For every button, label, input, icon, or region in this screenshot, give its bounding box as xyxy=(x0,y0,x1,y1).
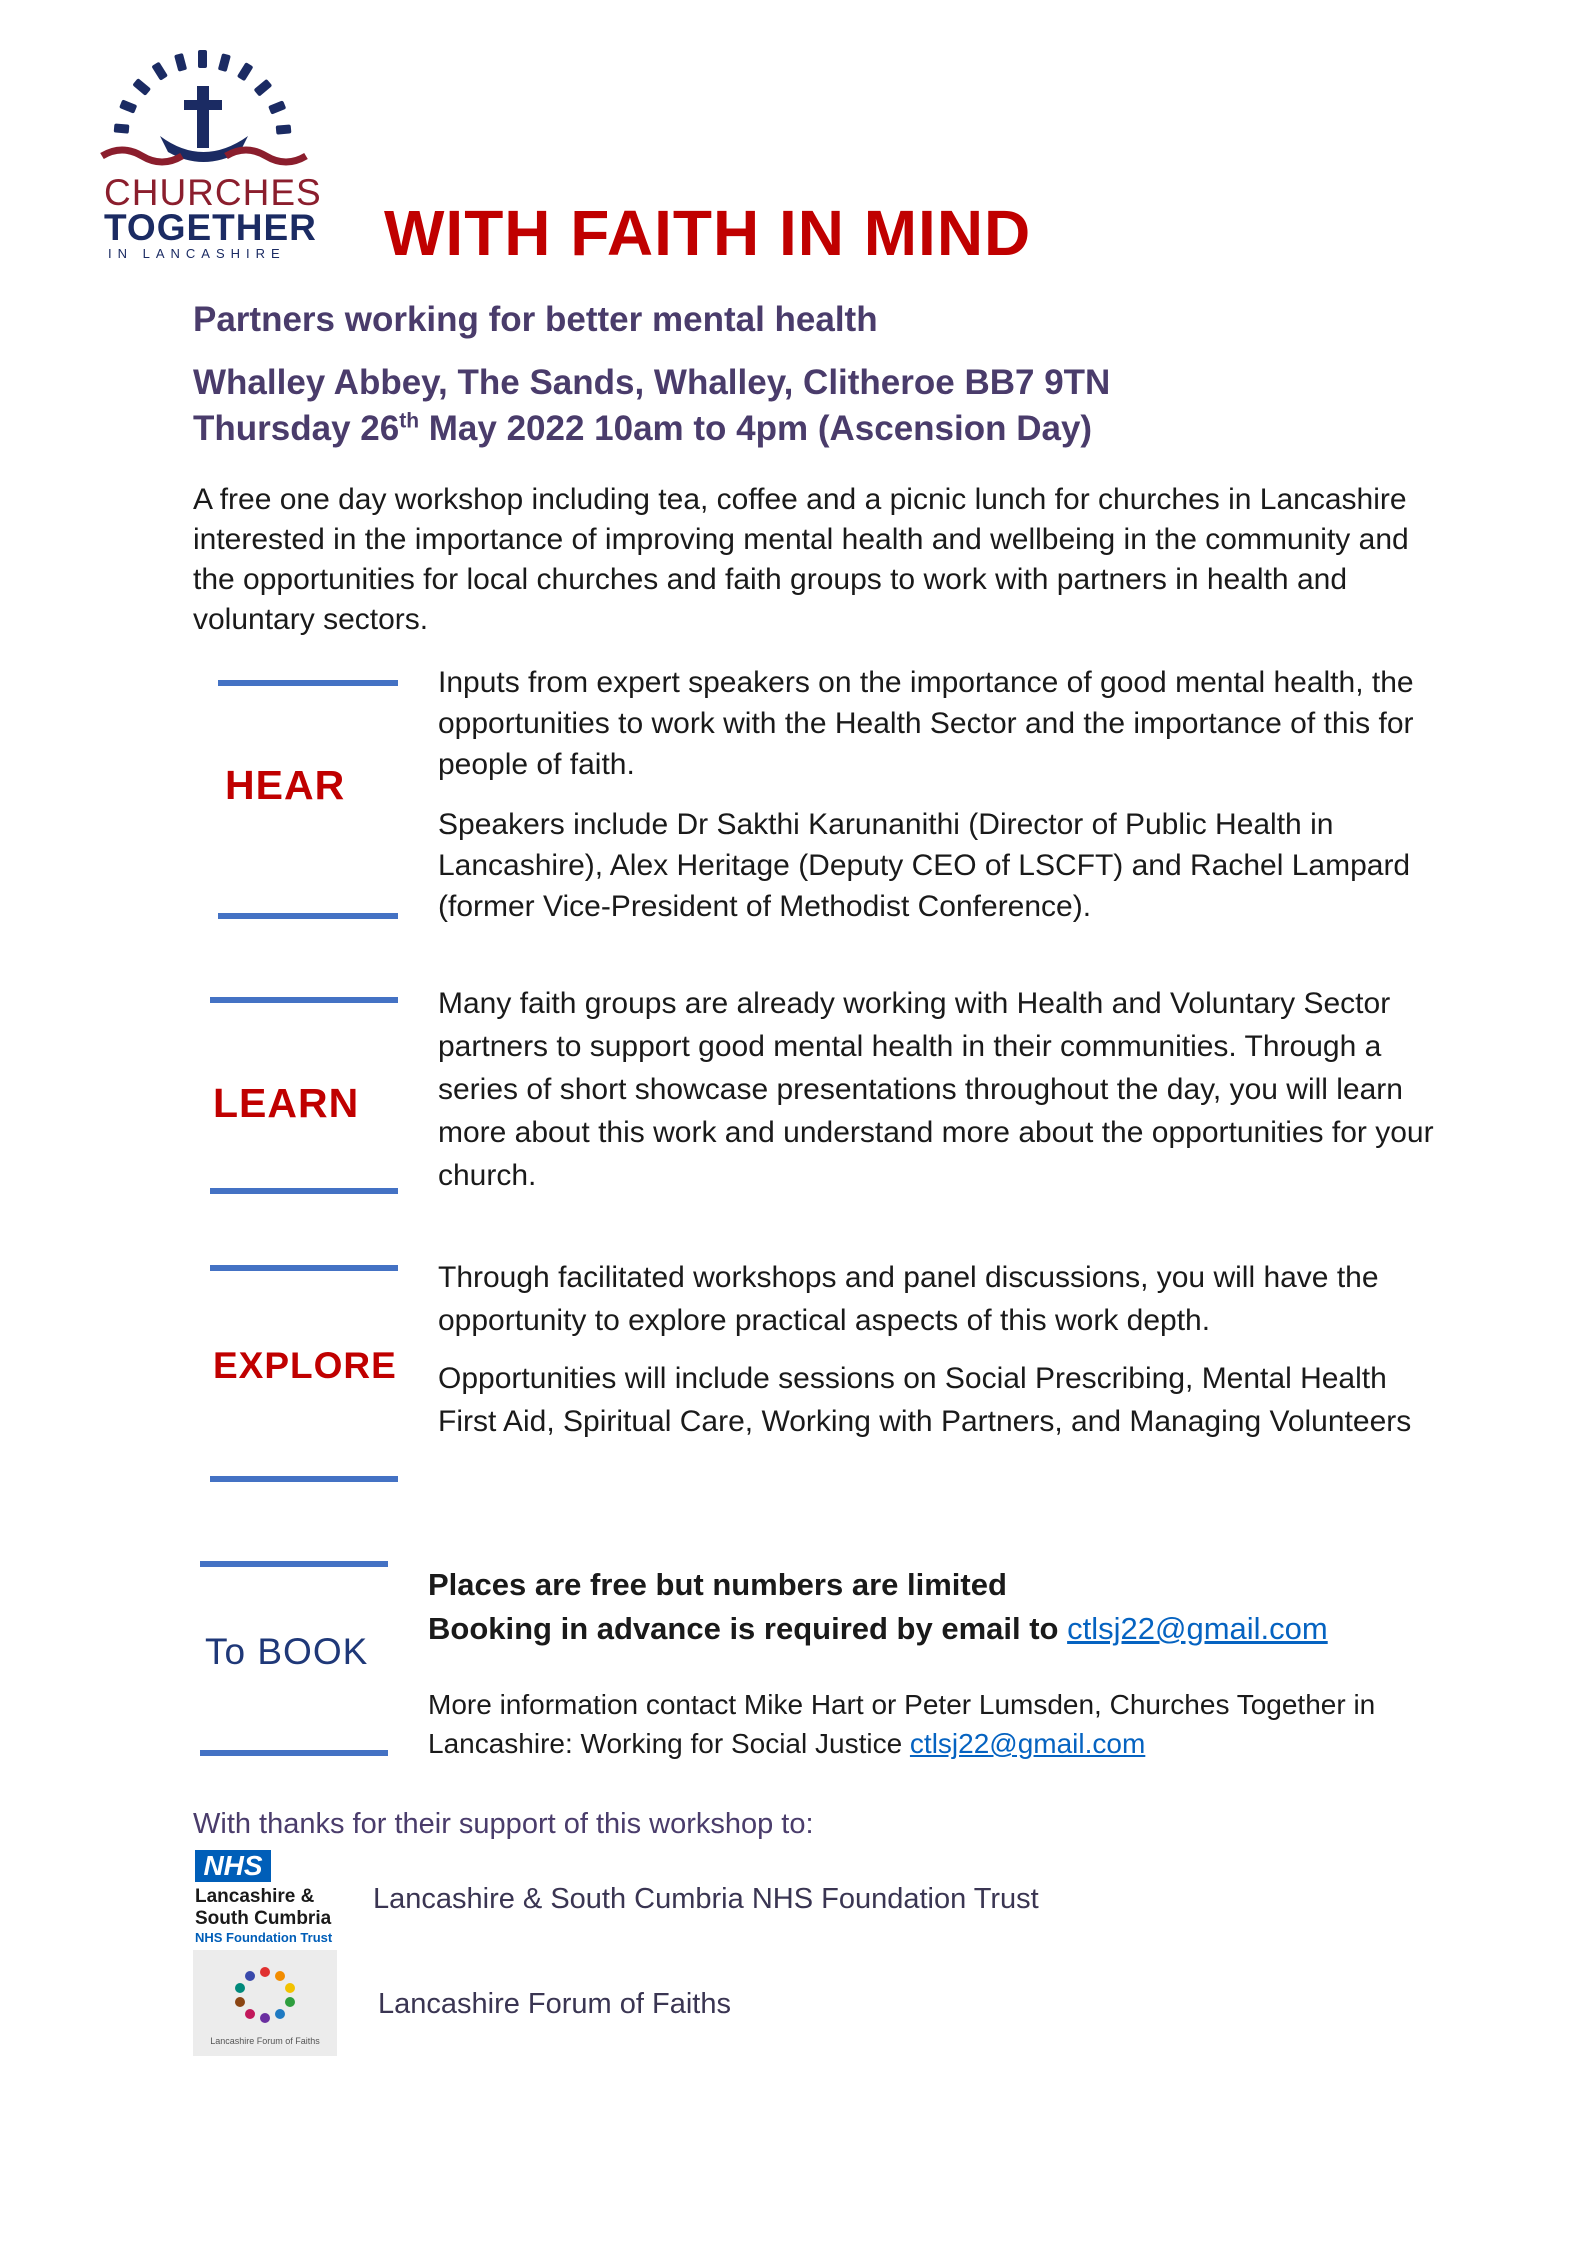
nhs-logo-line2: South Cumbria xyxy=(195,1908,332,1929)
section-label-learn: LEARN xyxy=(213,1080,360,1126)
booking-line-2 xyxy=(428,1607,1328,1651)
nhs-logo-line3: NHS Foundation Trust xyxy=(195,1930,333,1945)
book-rule-top xyxy=(200,1561,388,1567)
hear-paragraph-1: Inputs from expert speakers on the importance of good mental health, the opportunities to work with the Health Sector and the importance of this for people of faith. xyxy=(438,666,1414,781)
event-date xyxy=(193,406,1092,452)
sunrise-cross-icon xyxy=(98,48,310,173)
faiths-logo-caption: Lancashire Forum of Faiths xyxy=(210,2036,320,2046)
logo-line2: TOGETHER xyxy=(104,207,317,248)
explore-rule-top xyxy=(210,1265,398,1271)
churches-together-logo xyxy=(98,48,322,263)
nhs-badge: NHS xyxy=(195,1850,271,1882)
date-prefix: Thursday 26 xyxy=(193,409,400,448)
nhs-logo-line1: Lancashire & xyxy=(195,1886,315,1907)
venue: Whalley Abbey, The Sands, Whalley, Clitheroe BB7 9TN xyxy=(193,363,1111,402)
info-email-link[interactable]: ctlsj22@gmail.com xyxy=(909,1728,1146,1759)
learn-rule-bottom xyxy=(210,1188,398,1194)
date-suffix: May 2022 10am to 4pm (Ascension Day) xyxy=(419,409,1093,448)
logo-line3: IN LANCASHIRE xyxy=(108,246,286,261)
explore-paragraph-2: Opportunities will include sessions on Social Prescribing, Mental Health First Aid, Spiritual Care, Working with Partners, and Managing Volunteers xyxy=(438,1362,1412,1438)
section-label-hear: HEAR xyxy=(225,762,346,808)
hear-rule-top xyxy=(218,680,398,686)
explore-paragraph-1: Through facilitated workshops and panel discussions, you will have the opportunity to explore practical aspects of this work depth. xyxy=(438,1261,1379,1337)
faiths-logo xyxy=(193,1950,337,2056)
page-title: WITH FAITH IN MIND xyxy=(384,197,1032,269)
thanks-heading: With thanks for their support of this workshop to: xyxy=(193,1808,814,1840)
logo-line1: CHURCHES xyxy=(104,172,322,213)
book-rule-bottom xyxy=(200,1750,388,1756)
faiths-circle-icon xyxy=(193,1950,337,2040)
booking-info-text: More information contact Mike Hart or Peter Lumsden, Churches Together in Lancashire: Working for Social Justice xyxy=(428,1689,1376,1759)
hear-paragraph-2: Speakers include Dr Sakthi Karunanithi (Director of Public Health in Lancashire), Alex Heritage (Deputy CEO of LSCFT) and Rachel Lampard (former Vice-President of Methodist Conference). xyxy=(438,808,1411,923)
learn-paragraph: Many faith groups are already working with Health and Voluntary Sector partners to support good mental health in their communities. Through a series of short showcase presentations throughout the day, you will learn more about this work and understand more about the opportunities for your church. xyxy=(438,987,1434,1192)
booking-info xyxy=(428,1685,1438,1763)
explore-rule-bottom xyxy=(210,1476,398,1482)
nhs-logo xyxy=(193,1850,363,1950)
booking-line-2-text: Booking in advance is required by email to xyxy=(428,1611,1068,1646)
booking-line-1: Places are free but numbers are limited xyxy=(428,1567,1007,1602)
sponsor-faiths-name: Lancashire Forum of Faiths xyxy=(378,1988,731,2020)
hear-rule-bottom xyxy=(218,913,398,919)
learn-rule-top xyxy=(210,997,398,1003)
booking-email-link[interactable]: ctlsj22@gmail.com xyxy=(1067,1611,1328,1646)
date-sup: th xyxy=(399,409,420,433)
sponsor-nhs-name: Lancashire & South Cumbria NHS Foundation Trust xyxy=(373,1883,1039,1915)
section-label-book: To BOOK xyxy=(205,1631,369,1672)
subtitle: Partners working for better mental health xyxy=(193,300,878,339)
section-label-explore: EXPLORE xyxy=(213,1345,397,1386)
intro-paragraph: A free one day workshop including tea, coffee and a picnic lunch for churches in Lancashire interested in the importance of improving mental health and wellbeing in the community and the opportunities for local churches and faith groups to work with partners in health and voluntary sectors. xyxy=(193,483,1409,636)
